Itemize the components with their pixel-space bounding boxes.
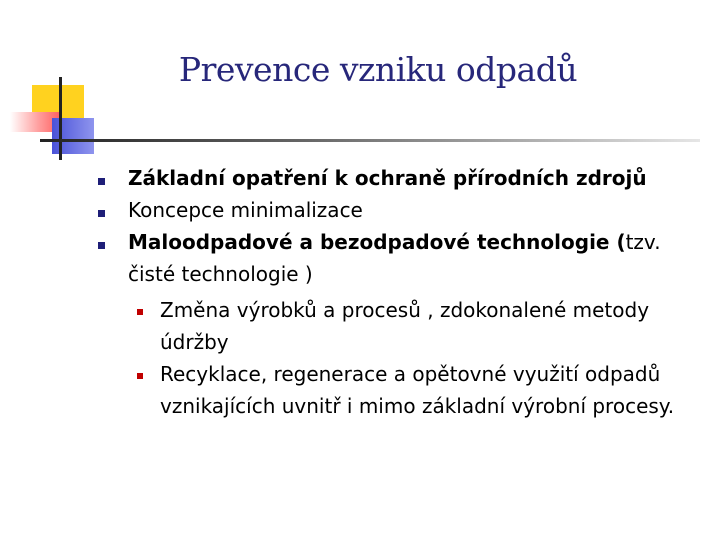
bullet-marker — [98, 210, 105, 217]
bullet-item-1: Základní opatření k ochraně přírodních zdrojů — [128, 166, 647, 190]
sub-bullet-item-1-line1: Změna výrobků a procesů , zdokonalené metody — [160, 298, 650, 322]
sub-bullet-item-1-line2: údržby — [160, 330, 229, 354]
bullet-item-3-normal: tzv. — [625, 230, 661, 254]
sub-bullet-item-2-line1: Recyklace, regenerace a opětovné využití odpadů — [160, 362, 661, 386]
slide-title: Prevence vzniku odpadů — [178, 50, 578, 89]
sub-bullet-item-2-line2: vznikajících uvnitř i mimo základní výrobní procesy. — [160, 394, 675, 418]
sub-bullet-marker — [137, 373, 143, 379]
bullet-marker — [98, 178, 105, 185]
bullet-item-2: Koncepce minimalizace — [128, 198, 363, 222]
sub-bullet-marker — [137, 309, 143, 315]
bullet-item-3 — [128, 230, 661, 254]
bullet-marker — [98, 242, 105, 249]
bullet-item-3-line2: čisté technologie ) — [128, 262, 313, 286]
bullet-item-3-bold: Maloodpadové a bezodpadové technologie ( — [128, 230, 626, 254]
